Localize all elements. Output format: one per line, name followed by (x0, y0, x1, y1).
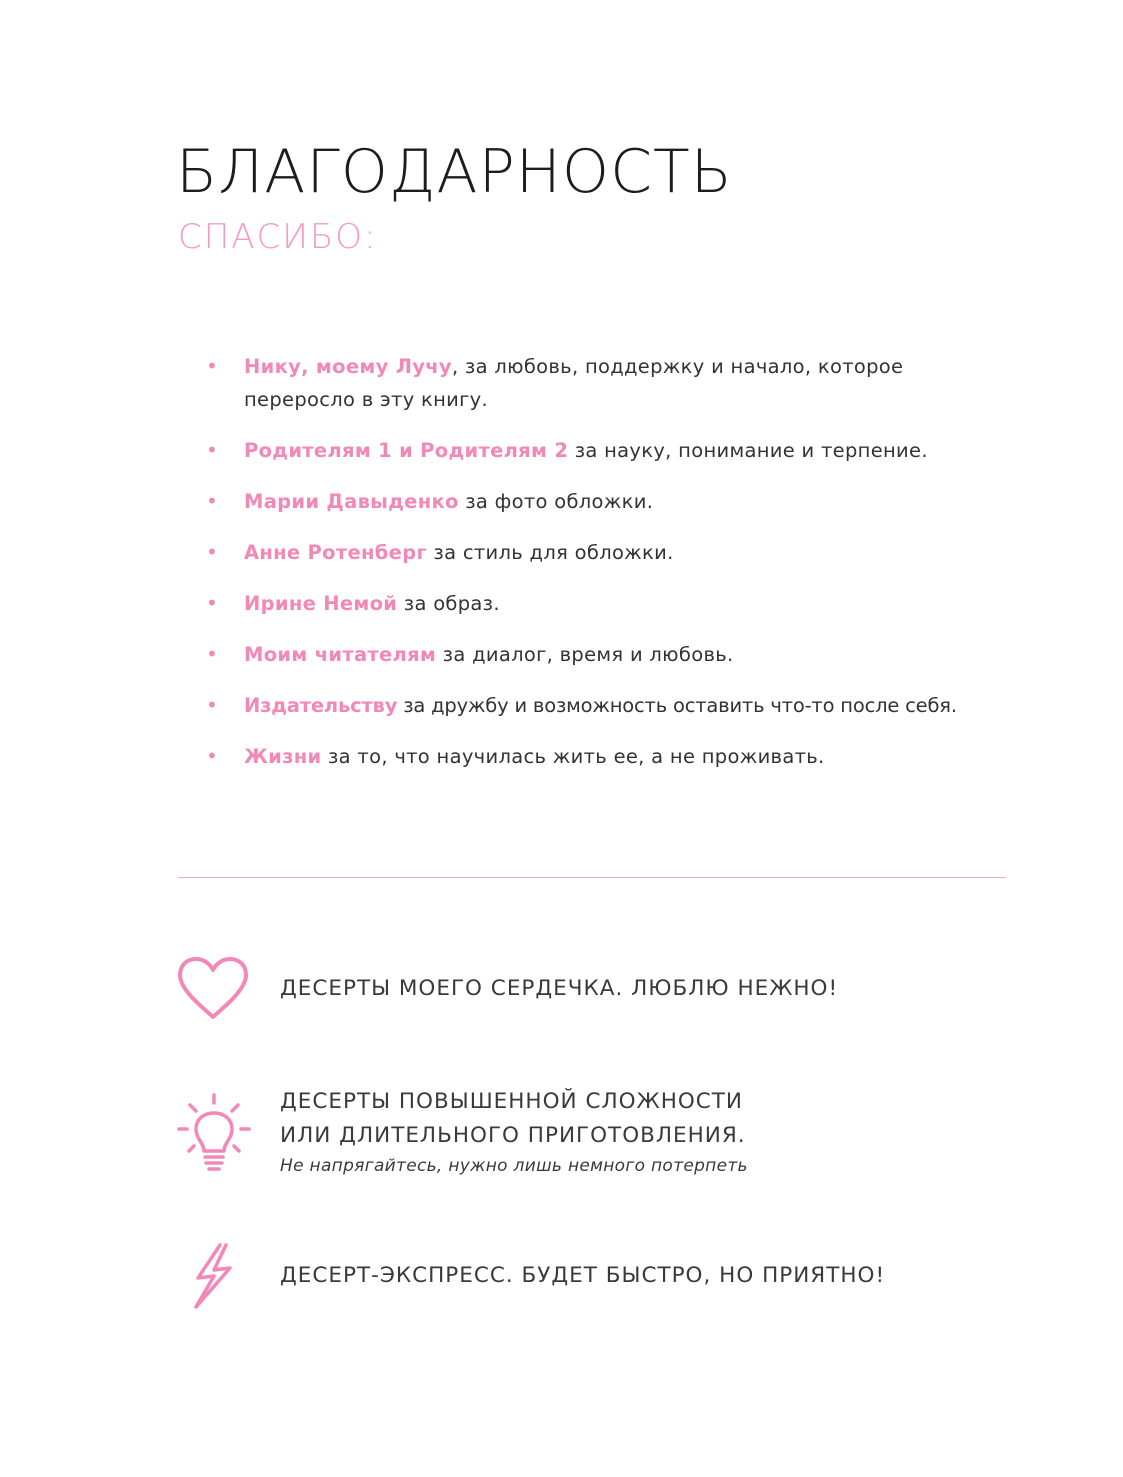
thanks-name: Ирине Немой (244, 592, 398, 615)
legend-item-lightbulb (176, 1085, 1036, 1185)
thanks-list (206, 350, 1026, 791)
legend-label: ДЕСЕРТ-ЭКСПРЕСС. БУДЕТ БЫСТРО, НО ПРИЯТНО! (280, 1263, 886, 1288)
thanks-text: за фото обложки. (458, 490, 654, 513)
thanks-name: Нику, моему Лучу (244, 355, 452, 378)
thanks-text: за диалог, время и любовь. (436, 643, 734, 666)
list-item (206, 434, 1026, 467)
divider (178, 877, 1006, 878)
list-item (206, 587, 1026, 620)
lightning-icon (190, 1242, 236, 1314)
legend-line: ИЛИ ДЛИТЕЛЬНОГО ПРИГОТОВЛЕНИЯ. (280, 1123, 746, 1148)
bullet-icon: • (206, 591, 219, 615)
bullet-icon: • (206, 438, 219, 462)
lightbulb-icon (176, 1093, 252, 1177)
thanks-name: Издательству (244, 694, 398, 717)
bullet-icon: • (206, 540, 219, 564)
page-subtitle: СПАСИБО: (178, 217, 378, 257)
thanks-text: за стиль для обложки. (426, 541, 674, 564)
thanks-name: Родителям 1 и Родителям 2 (244, 439, 569, 462)
thanks-text: , за любовь, поддержку и начало, которое переросло в эту книгу. (244, 355, 904, 411)
thanks-text: за то, что научилась жить ее, а не проживать. (321, 745, 825, 768)
list-item (206, 350, 984, 416)
bullet-icon: • (206, 693, 218, 717)
list-item (206, 536, 1026, 569)
bullet-icon: • (206, 744, 219, 768)
heart-icon (176, 955, 250, 1027)
legend-item-lightning (176, 1242, 1036, 1312)
legend-line: ДЕСЕРТЫ ПОВЫШЕННОЙ СЛОЖНОСТИ (280, 1089, 744, 1114)
list-item (206, 638, 1026, 671)
page-title: БЛАГОДАРНОСТЬ (176, 137, 733, 207)
thanks-text: за дружбу и возможность оставить что-то после себя. (397, 694, 957, 717)
legend-item-heart (176, 955, 1036, 1025)
list-item (206, 740, 1026, 773)
bullet-icon: • (206, 354, 219, 378)
legend-note: Не напрягайтесь, нужно лишь немного потерпеть (280, 1156, 748, 1176)
thanks-text: за образ. (397, 592, 500, 615)
thanks-name: Анне Ротенберг (244, 541, 427, 564)
legend-label: ДЕСЕРТЫ МОЕГО СЕРДЕЧКА. ЛЮБЛЮ НЕЖНО! (280, 976, 839, 1001)
list-item (206, 689, 1026, 722)
legend-label (280, 1085, 748, 1179)
list-item (206, 485, 1026, 518)
thanks-name: Моим читателям (244, 643, 437, 666)
bullet-icon: • (206, 489, 219, 513)
thanks-text: за науку, понимание и терпение. (568, 439, 928, 462)
bullet-icon: • (206, 642, 219, 666)
thanks-name: Жизни (244, 745, 322, 768)
thanks-name: Марии Давыденко (244, 490, 459, 513)
